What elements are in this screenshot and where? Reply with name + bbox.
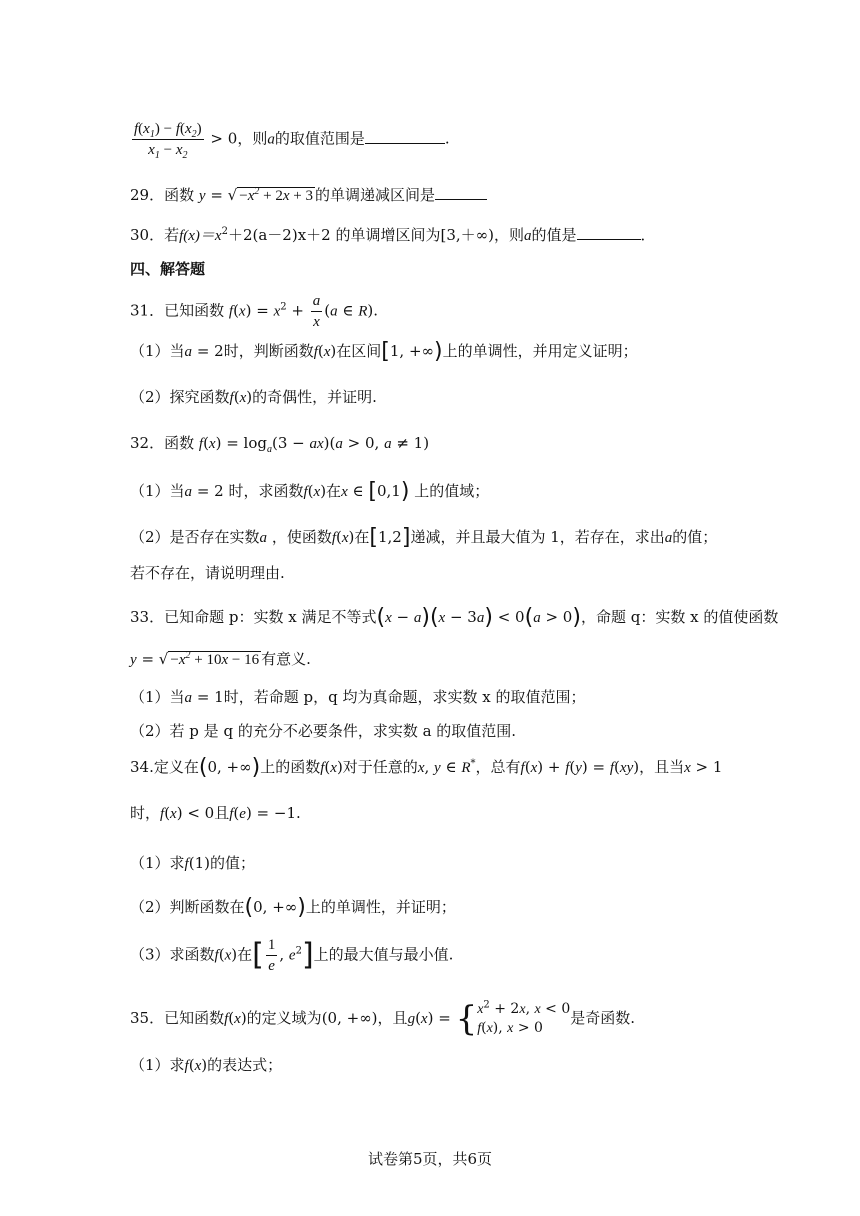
q35-stem: 35．已知函数f(x)的定义域为(0, +∞)，且g(x) = { $x^2 + 2x$, x < 0 f(x), x > 0 是奇函数. (130, 999, 636, 1039)
q28-answer-blank[interactable] (365, 129, 445, 144)
section-heading: 四、解答题 (130, 260, 206, 278)
page-footer: 试卷第5页，共6页 (367, 1150, 493, 1168)
q29-line: 29．函数 y = √ $-x^2 + 2x + 3$ 的单调递减区间是 (130, 184, 487, 207)
q28-condition-line: $\frac{f(x_1) - f(x_2)}{x_1 - x_2}$ > 0，则a的取值范围是 . (134, 121, 450, 161)
q34-stem: 34.定义在(0, +∞)上的函数f(x)对于任意的x, y ∈ R*，总有f(x) + f(y) = f(xy)，且当x > 1 (130, 755, 723, 780)
q30-answer-blank[interactable] (577, 225, 641, 240)
q28-var-a: a (267, 131, 275, 148)
q33-stem: 33．已知命题 p：实数 x 满足不等式(x − a)(x − 3a) < 0(a > 0)，命题 q：实数 x 的值使函数 (130, 605, 779, 630)
q33-number: 33． (130, 608, 165, 626)
q33-stem-cont: y = √ $-x^2 + 10x - 16$ 有意义. (130, 648, 311, 671)
q29-answer-blank[interactable] (435, 185, 487, 200)
q34-stem-cont: 时，f(x) < 0且f(e) = −1. (130, 804, 301, 822)
q34-part1: （1）求f(1)的值； (130, 854, 255, 872)
q34-number: 34. (130, 758, 154, 776)
q30-function: f(x)＝x (179, 228, 222, 244)
q33-part1: （1）当a = 1时，若命题 p，q 均为真命题，求实数 x 的取值范围； (130, 688, 586, 706)
difference-quotient-fraction: $\frac{f(x_1) - f(x_2)}{x_1 - x_2}$ (134, 121, 202, 161)
q30-line: 30．若$f(x)=x^2+2(a-2)x+2$ 的单调增区间为[3,＋∞)，则a的值是 ． (130, 226, 656, 244)
q32-part2: （2）是否存在实数a ，使函数f(x)在[1,2]递减，并且最大值为 1，若存在，求出a的值； (130, 525, 718, 550)
q32-part1: （1）当a = 2 时，求函数f(x)在x ∈ [0,1) 上的值域； (130, 479, 490, 504)
q29-sqrt-expression: √ $-x^2 + 2x + 3$ (227, 186, 313, 204)
q33-sqrt-expression: √ $-x^2 + 10x - 16$ (158, 650, 260, 668)
q31-stem-pre: 已知函数 (164, 301, 225, 320)
q31-number: 31． (130, 301, 165, 320)
q31-stem: 31．已知函数 $f(x) = x^2$ + $\frac{a}{x}$ (a ∈ R). (130, 293, 379, 330)
q30-end: ． (640, 226, 656, 244)
q30-post: 的值是 (531, 226, 577, 244)
q28-range-text: 的取值范围是 (274, 129, 365, 148)
q30-mid: ＋2(a－2)x＋2 的单调增区间为[3,＋∞)，则 (227, 226, 524, 244)
q33-part2: （2）若 p 是 q 的充分不必要条件，求实数 a 的取值范围. (130, 722, 517, 740)
q32-part2-cont: 若不存在，请说明理由. (130, 564, 285, 582)
a-over-x-fraction: $\frac{a}{x}$ (312, 293, 321, 330)
one-over-e-fraction: $\frac{1}{e}$ (267, 937, 276, 974)
q28-tail-text: ，则 (237, 129, 268, 148)
q35-number: 35． (130, 1009, 165, 1027)
q30-number: 30． (130, 226, 165, 244)
q32-stem: 32．函数 $f(x) = \log_a(3 - ax)(a > 0$, a ≠ 1) (130, 434, 430, 455)
q28-end: . (444, 129, 450, 148)
q31-part2: （2）探究函数f(x)的奇偶性，并证明. (130, 388, 377, 406)
q29-number: 29． (130, 186, 165, 204)
q32-number: 32． (130, 434, 165, 452)
q30-var-a: a (524, 228, 532, 244)
q34-part3: （3）求函数f(x)在[ $\frac{1}{e}$ , $e^2$]上的最大值与最小值. (130, 937, 454, 974)
q34-part2: （2）判断函数在(0, +∞)上的单调性，并证明； (130, 895, 456, 920)
q35-part1: （1）求f(x)的表达式； (130, 1056, 283, 1074)
q29-pre: 函数 (164, 186, 195, 204)
piecewise-cases: $x^2 + 2x$, x < 0 f(x), x > 0 (477, 999, 571, 1036)
q31-part1: （1）当a = 2时，判断函数f(x)在区间[1, +∞)上的单调性，并用定义证明； (130, 339, 638, 364)
q29-post: 的单调递减区间是 (314, 186, 435, 204)
q30-pre: 若 (164, 226, 180, 244)
